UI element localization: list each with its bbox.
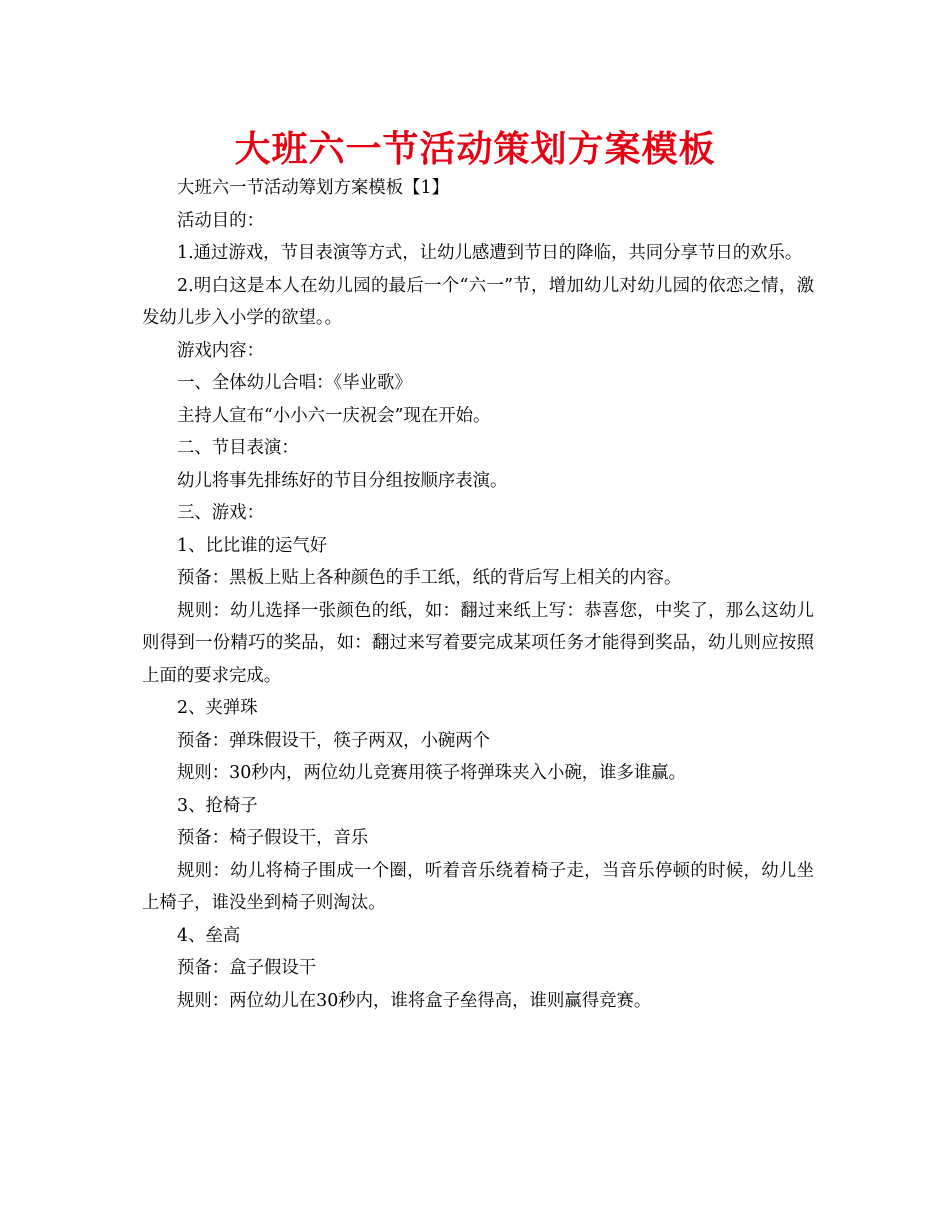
game-1-preparation: 预备：黑板上贴上各种颜色的手工纸，纸的背后写上相关的内容。 xyxy=(177,568,682,588)
document-title: 大班六一节活动策划方案模板 xyxy=(234,129,716,170)
game-1-title: 1、比比谁的运气好 xyxy=(177,535,328,556)
content-item-chorus: 一、全体幼儿合唱：《毕业歌》 xyxy=(177,373,412,393)
game-2-preparation: 预备：弹珠假设干，筷子两双，小碗两个 xyxy=(177,730,491,751)
game-4-preparation: 预备：盒子假设干 xyxy=(177,958,317,978)
purpose-item-1: 1.通过游戏，节目表演等方式，让幼儿感遭到节日的降临，共同分享节日的欢乐。 xyxy=(177,243,803,263)
section-label-content: 游戏内容： xyxy=(177,340,264,361)
performance-description: 幼儿将事先排练好的节目分组按顺序表演。 xyxy=(177,470,508,491)
game-3-preparation: 预备：椅子假设干，音乐 xyxy=(177,828,369,848)
section-label-purpose: 活动目的： xyxy=(177,210,264,231)
content-item-games: 三、游戏： xyxy=(177,503,264,523)
game-4-rules: 规则：两位幼儿在30秒内，谁将盒子垒得高，谁则赢得竞赛。 xyxy=(177,990,652,1011)
game-4-title: 4、垒高 xyxy=(177,925,241,946)
game-3-title: 3、抢椅子 xyxy=(177,795,258,816)
content-item-performance: 二、节目表演： xyxy=(177,438,299,458)
game-3-rules: 规则：幼儿将椅子围成一个圈，听着音乐绕着椅子走，当音乐停顿的时候，幼儿坐上椅子，谁没坐到椅子则淘汰。 xyxy=(142,860,814,913)
heading-subtitle: 大班六一节活动筹划方案模板【1】 xyxy=(177,178,449,198)
purpose-item-2: 2.明白这是本人在幼儿园的最后一个“六一”节，增加幼儿对幼儿园的依恋之情，激发幼儿步入小学的欲望。。 xyxy=(142,275,814,328)
host-announcement: 主持人宣布“小小六一庆祝会”现在开始。 xyxy=(177,405,491,426)
document-body xyxy=(142,172,814,1017)
game-2-title: 2、夹弹珠 xyxy=(177,698,258,718)
game-1-rules: 规则：幼儿选择一张颜色的纸，如：翻过来纸上写：恭喜您，中奖了，那么这幼儿则得到一份精巧的奖品，如：翻过来写着要完成某项任务才能得到奖品，幼儿则应按照上面的要求完成。 xyxy=(142,600,814,686)
game-2-rules: 规则：30秒内，两位幼儿竞赛用筷子将弹珠夹入小碗，谁多谁赢。 xyxy=(177,763,687,783)
